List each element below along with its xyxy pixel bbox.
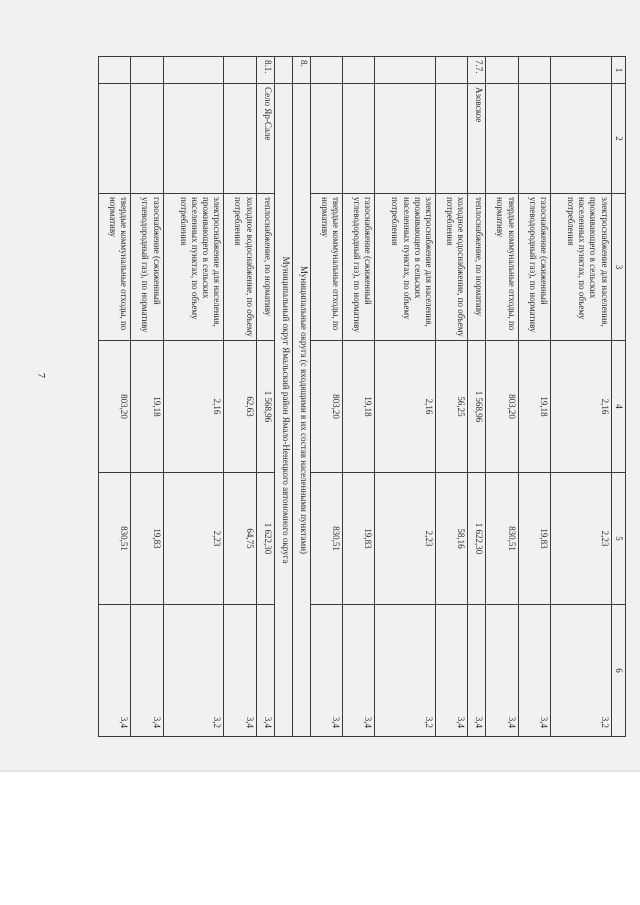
row-number-cell xyxy=(550,57,611,84)
tariff-2024-cell: 2,23 xyxy=(550,473,611,605)
table-row xyxy=(436,57,468,737)
row-number-cell xyxy=(343,57,375,84)
tariff-2023-cell: 803,20 xyxy=(486,341,518,473)
tariff-table xyxy=(98,56,626,737)
tariff-2023-cell: 2,16 xyxy=(375,341,436,473)
growth-index-cell: 3,2 xyxy=(375,605,436,737)
tariff-2023-cell: 62,63 xyxy=(224,341,256,473)
tariff-2024-cell: 2,23 xyxy=(375,473,436,605)
growth-index-cell: 3,4 xyxy=(468,605,486,737)
settlement-cell xyxy=(163,84,224,194)
growth-index-cell: 3,4 xyxy=(436,605,468,737)
settlement-cell xyxy=(131,84,163,194)
tariff-2024-cell: 830,51 xyxy=(486,473,518,605)
table-row xyxy=(310,57,342,737)
table-row xyxy=(343,57,375,737)
tariff-2024-cell: 19,83 xyxy=(131,473,163,605)
header-cell: 6 xyxy=(611,605,625,737)
service-cell: электроснабжение для населения, проживающего в сельских населенных пунктах, по объему потребления xyxy=(375,194,436,341)
header-cell: 3 xyxy=(611,194,625,341)
row-number-cell xyxy=(274,57,292,84)
section-heading: Муниципальный округ Ямальский район Ямало-Ненецкого автономного округа xyxy=(274,84,292,737)
service-cell: электроснабжение для населения, проживающего в сельских населенных пунктах, по объему потребления xyxy=(163,194,224,341)
table-row xyxy=(486,57,518,737)
settlement-cell xyxy=(310,84,342,194)
table-row xyxy=(375,57,436,737)
row-number-cell xyxy=(486,57,518,84)
growth-index-cell: 3,2 xyxy=(550,605,611,737)
service-cell: газоснабжение (сжиженный углеводородный газ), по нормативу xyxy=(343,194,375,341)
growth-index-cell: 3,4 xyxy=(486,605,518,737)
settlement-cell xyxy=(375,84,436,194)
growth-index-cell: 3,2 xyxy=(163,605,224,737)
settlement-cell xyxy=(224,84,256,194)
settlement-cell xyxy=(486,84,518,194)
table-row xyxy=(468,57,486,737)
settlement-cell xyxy=(99,84,131,194)
service-cell: холодное водоснабжение, по объему потребления xyxy=(224,194,256,341)
table-row xyxy=(256,57,274,737)
tariff-2024-cell: 19,83 xyxy=(343,473,375,605)
service-cell: газоснабжение (сжиженный углеводородный газ), по нормативу xyxy=(518,194,550,341)
row-number-cell: 8. xyxy=(292,57,310,84)
growth-index-cell: 3,4 xyxy=(131,605,163,737)
table-row xyxy=(224,57,256,737)
growth-index-cell: 3,4 xyxy=(518,605,550,737)
tariff-2023-cell: 803,20 xyxy=(310,341,342,473)
growth-index-cell: 3,4 xyxy=(256,605,274,737)
service-cell: газоснабжение (сжиженный углеводородный газ), по нормативу xyxy=(131,194,163,341)
tariff-2023-cell: 1 568,96 xyxy=(468,341,486,473)
header-row xyxy=(611,57,625,737)
settlement-cell xyxy=(343,84,375,194)
row-number-cell: 7.7. xyxy=(468,57,486,84)
table-row xyxy=(131,57,163,737)
row-number-cell xyxy=(436,57,468,84)
row-number-cell xyxy=(99,57,131,84)
tariff-2023-cell: 19,18 xyxy=(343,341,375,473)
table-row xyxy=(163,57,224,737)
settlement-cell xyxy=(550,84,611,194)
tariff-2024-cell: 830,51 xyxy=(99,473,131,605)
tariff-2023-cell: 2,16 xyxy=(550,341,611,473)
header-cell: 4 xyxy=(611,341,625,473)
settlement-cell: Село Яр-Сале xyxy=(256,84,274,194)
scan-edge xyxy=(0,770,640,772)
tariff-2024-cell: 64,75 xyxy=(224,473,256,605)
header-cell: 5 xyxy=(611,473,625,605)
row-number-cell: 8.1. xyxy=(256,57,274,84)
service-cell: твердые коммунальные отходы, по нормативу xyxy=(486,194,518,341)
section-heading: Муниципальные округа (с входящими в их состав населенными пунктами) xyxy=(292,84,310,737)
tariff-2024-cell: 1 622,30 xyxy=(256,473,274,605)
row-number-cell xyxy=(224,57,256,84)
growth-index-cell: 3,4 xyxy=(224,605,256,737)
tariff-2023-cell: 1 568,96 xyxy=(256,341,274,473)
table-row xyxy=(99,57,131,737)
tariff-2023-cell: 2,16 xyxy=(163,341,224,473)
table-row xyxy=(518,57,550,737)
growth-index-cell: 3,4 xyxy=(99,605,131,737)
rotated-table-wrapper xyxy=(98,56,626,728)
tariff-2023-cell: 19,18 xyxy=(131,341,163,473)
growth-index-cell: 3,4 xyxy=(343,605,375,737)
service-cell: твердые коммунальные отходы, по нормативу xyxy=(99,194,131,341)
section-row xyxy=(274,57,292,737)
service-cell: теплоснабжение, по нормативу xyxy=(256,194,274,341)
tariff-2024-cell: 19,83 xyxy=(518,473,550,605)
tariff-2024-cell: 2,23 xyxy=(163,473,224,605)
growth-index-cell: 3,4 xyxy=(310,605,342,737)
row-number-cell xyxy=(310,57,342,84)
tariff-2023-cell: 56,25 xyxy=(436,341,468,473)
row-number-cell xyxy=(518,57,550,84)
tariff-2024-cell: 830,51 xyxy=(310,473,342,605)
settlement-cell: Азовское xyxy=(468,84,486,194)
row-number-cell xyxy=(375,57,436,84)
service-cell: холодное водоснабжение, по объему потребления xyxy=(436,194,468,341)
header-cell: 1 xyxy=(611,57,625,84)
tariff-2023-cell: 19,18 xyxy=(518,341,550,473)
tariff-2023-cell: 803,20 xyxy=(99,341,131,473)
header-cell: 2 xyxy=(611,84,625,194)
page-number: 7 xyxy=(35,373,46,378)
row-number-cell xyxy=(131,57,163,84)
tariff-2024-cell: 58,16 xyxy=(436,473,468,605)
service-cell: твердые коммунальные отходы, по нормативу xyxy=(310,194,342,341)
table-row xyxy=(550,57,611,737)
settlement-cell xyxy=(518,84,550,194)
row-number-cell xyxy=(163,57,224,84)
settlement-cell xyxy=(436,84,468,194)
tariff-2024-cell: 1 622,30 xyxy=(468,473,486,605)
service-cell: теплоснабжение, по нормативу xyxy=(468,194,486,341)
service-cell: электроснабжение для населения, проживающего в сельских населенных пунктах, по объему потребления xyxy=(550,194,611,341)
section-row xyxy=(292,57,310,737)
